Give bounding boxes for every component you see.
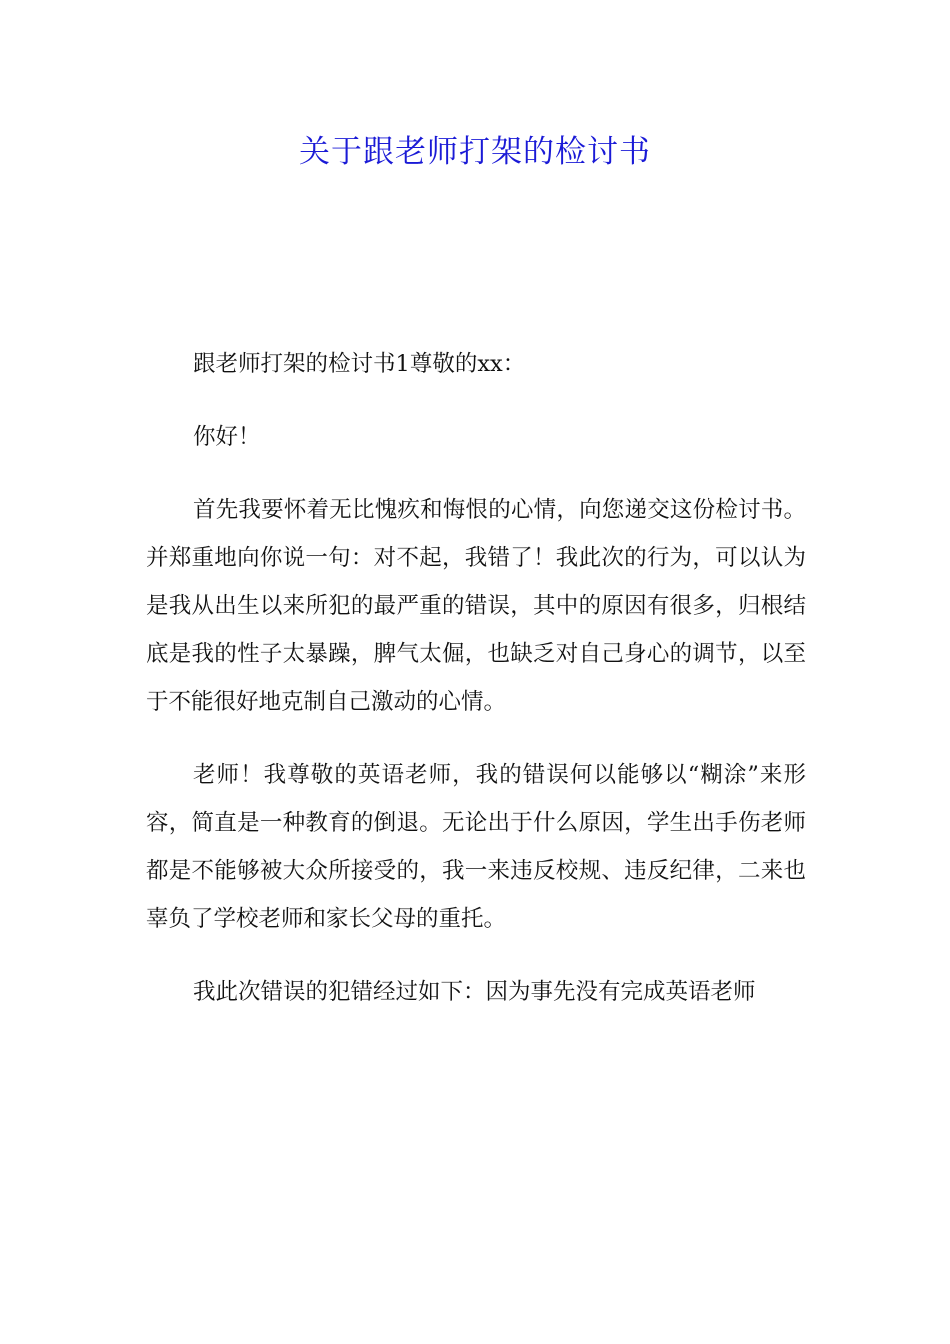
paragraph-incident: 我此次错误的犯错经过如下：因为事先没有完成英语老师 <box>193 979 756 1005</box>
paragraph-apology: 首先我要怀着无比愧疚和悔恨的心情，向您递交这份检讨书。并郑重地向你说一句：对不起，我错了！我此次的行为，可以认为是我从出生以来所犯的最严重的错误，其中的原因有很多，归根结底是我的性子太暴躁，脾气太倔，也缺乏对自己身心的调节，以至于不能很好地克制自己激动的心情。 <box>146 497 806 715</box>
document-body <box>146 340 806 1041</box>
paragraph-greeting: 你好！ <box>193 424 261 450</box>
paragraph-salutation: 跟老师打架的检讨书1尊敬的xx： <box>193 351 526 377</box>
paragraph-reflection: 老师！我尊敬的英语老师，我的错误何以能够以“糊涂”来形容，简直是一种教育的倒退。无论出于什么原因，学生出手伤老师都是不能够被大众所接受的，我一来违反校规、违反纪律，二来也辜负了学校老师和家长父母的重托。 <box>146 762 806 932</box>
document-title: 关于跟老师打架的检讨书 <box>299 134 651 170</box>
